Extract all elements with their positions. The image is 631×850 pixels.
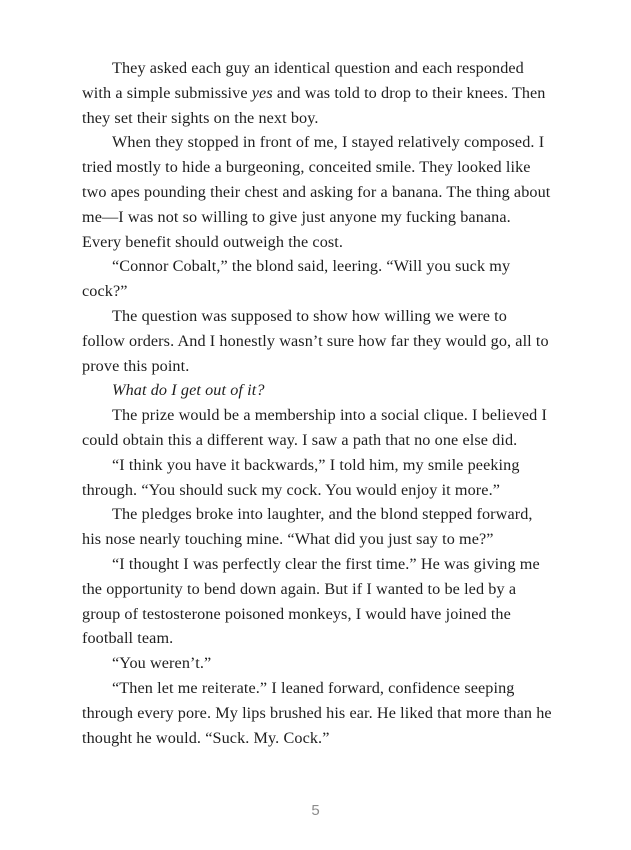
text-run: “Connor Cobalt,” the blond said, leering. “Will you suck my cock?” (82, 257, 511, 301)
text-run: The question was supposed to show how willing we were to follow orders. And I honestly wasn’t sure how far they would go, all to prove this point. (82, 306, 549, 375)
paragraph (82, 453, 552, 503)
paragraph (82, 130, 552, 254)
paragraph (82, 502, 552, 552)
text-run: The prize would be a membership into a social clique. I believed I could obtain this a different way. I saw a path that no one else did. (82, 406, 547, 449)
paragraph (82, 676, 552, 750)
paragraph (82, 378, 552, 403)
paragraph (82, 403, 552, 453)
italic-text-run: What do I get out of it? (112, 381, 265, 400)
paragraph (82, 651, 552, 676)
text-run: When they stopped in front of me, I stayed relatively composed. I tried mostly to hide a burgeoning, conceited smile. They looked like two apes pounding their chest and asking for a banana. The thing about me—I was not so willing to give just anyone my fucking banana. Every benefit should outweigh the cost. (82, 133, 551, 251)
text-run: “I thought I was perfectly clear the first time.” He was giving me the opportunity to bend down again. But if I wanted to be led by a group of testosterone poisoned monkeys, I would have joined the football team. (82, 554, 540, 648)
page-number: 5 (311, 802, 320, 819)
text-run: The pledges broke into laughter, and the blond stepped forward, his nose nearly touching mine. “What did you just say to me?” (82, 505, 533, 549)
text-run: They asked each guy an identical question and each responded with a simple submissive (82, 59, 524, 102)
text-run: “Then let me reiterate.” I leaned forward, confidence seeping through every pore. My lips brushed his ear. He liked that more than he thought he would. “Suck. My. Cock.” (82, 678, 552, 747)
italic-text-run: yes (251, 83, 273, 102)
paragraph (82, 552, 552, 651)
text-run: and was told to drop to their knees. Then they set their sights on the next boy. (82, 83, 546, 127)
paragraph (82, 304, 552, 378)
text-run: “I think you have it backwards,” I told him, my smile peeking through. “You should suck my cock. You would enjoy it more.” (82, 455, 520, 499)
text-run: “You weren’t.” (112, 654, 212, 673)
body-text (82, 56, 552, 750)
paragraph (82, 56, 552, 130)
paragraph (82, 254, 552, 304)
